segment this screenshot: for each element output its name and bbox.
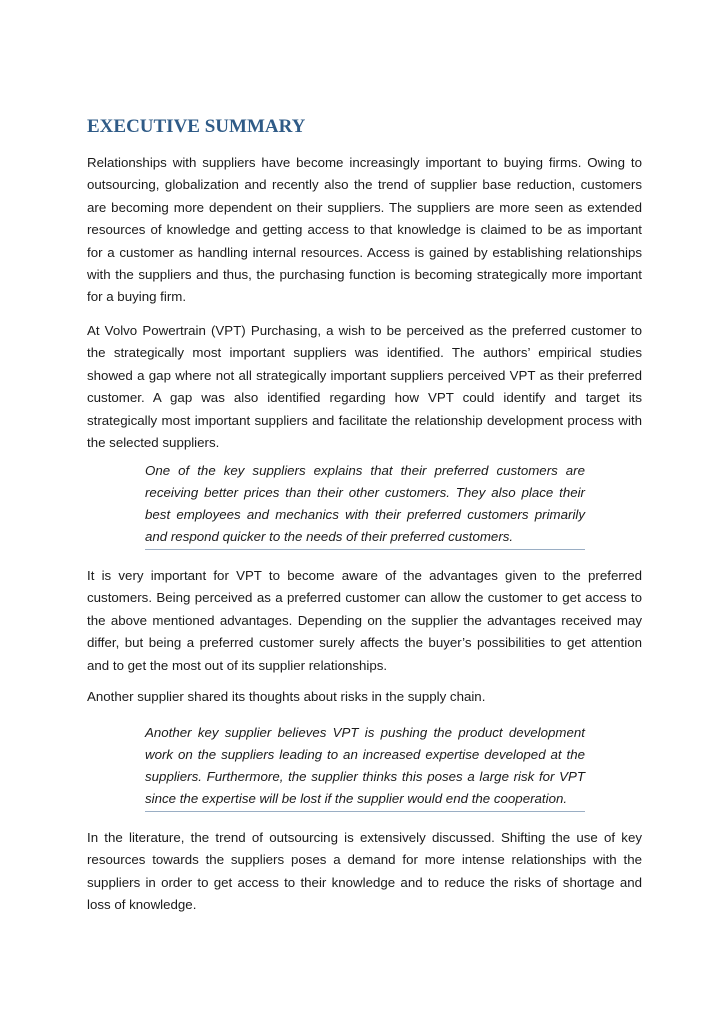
paragraph-5: In the literature, the trend of outsourcing is extensively discussed. Shifting the use of key resources towards the suppliers poses a demand for more intense relationships with the suppliers in order to get access to their knowledge and to reduce the risks of shortage and loss of knowledge. (87, 830, 642, 913)
paragraph-1: Relationships with suppliers have become increasingly important to buying firms. Owing to outsourcing, globalization and recently also the trend of supplier base reduction, customers are becoming more dependent on their suppliers. The suppliers are more seen as extended resources of knowledge and getting access to that knowledge is claimed to be as important for a customer as handling internal resources. Access is gained by establishing relationships with the suppliers and thus, the purchasing function is becoming strategically more important for a buying firm. (87, 155, 642, 305)
block-quote-1: One of the key suppliers explains that their preferred customers are receiving better prices than their other customers. They also place their best employees and mechanics with their preferred customers primarily and respond quicker to the needs of their preferred customers. (145, 463, 585, 544)
block-quote-2: Another key supplier believes VPT is pushing the product development work on the suppliers leading to an increased expertise developed at the suppliers. Furthermore, the supplier thinks this poses a large risk for VPT since the expertise will be lost if the supplier would end the cooperation. (145, 725, 585, 806)
paragraph-3: It is very important for VPT to become aware of the advantages given to the preferred customers. Being perceived as a preferred customer can allow the customer to get access to the above mentioned advantages. Depending on the supplier the advantages received may differ, but being a preferred customer surely affects the buyer’s possibilities to get attention and to get the most out of its supplier relationships. (87, 568, 642, 673)
quote-divider-1 (145, 549, 585, 550)
document-title: EXECUTIVE SUMMARY (87, 116, 306, 137)
quote-divider-2 (145, 811, 585, 812)
paragraph-4: Another supplier shared its thoughts about risks in the supply chain. (87, 689, 486, 704)
paragraph-2: At Volvo Powertrain (VPT) Purchasing, a wish to be perceived as the preferred customer to the strategically most important suppliers was identified. The authors’ empirical studies showed a gap where not all strategically important suppliers perceived VPT as their preferred customer. A gap was also identified regarding how VPT could identify and target its strategically most important suppliers and facilitate the relationship development process with the selected suppliers. (87, 323, 642, 451)
